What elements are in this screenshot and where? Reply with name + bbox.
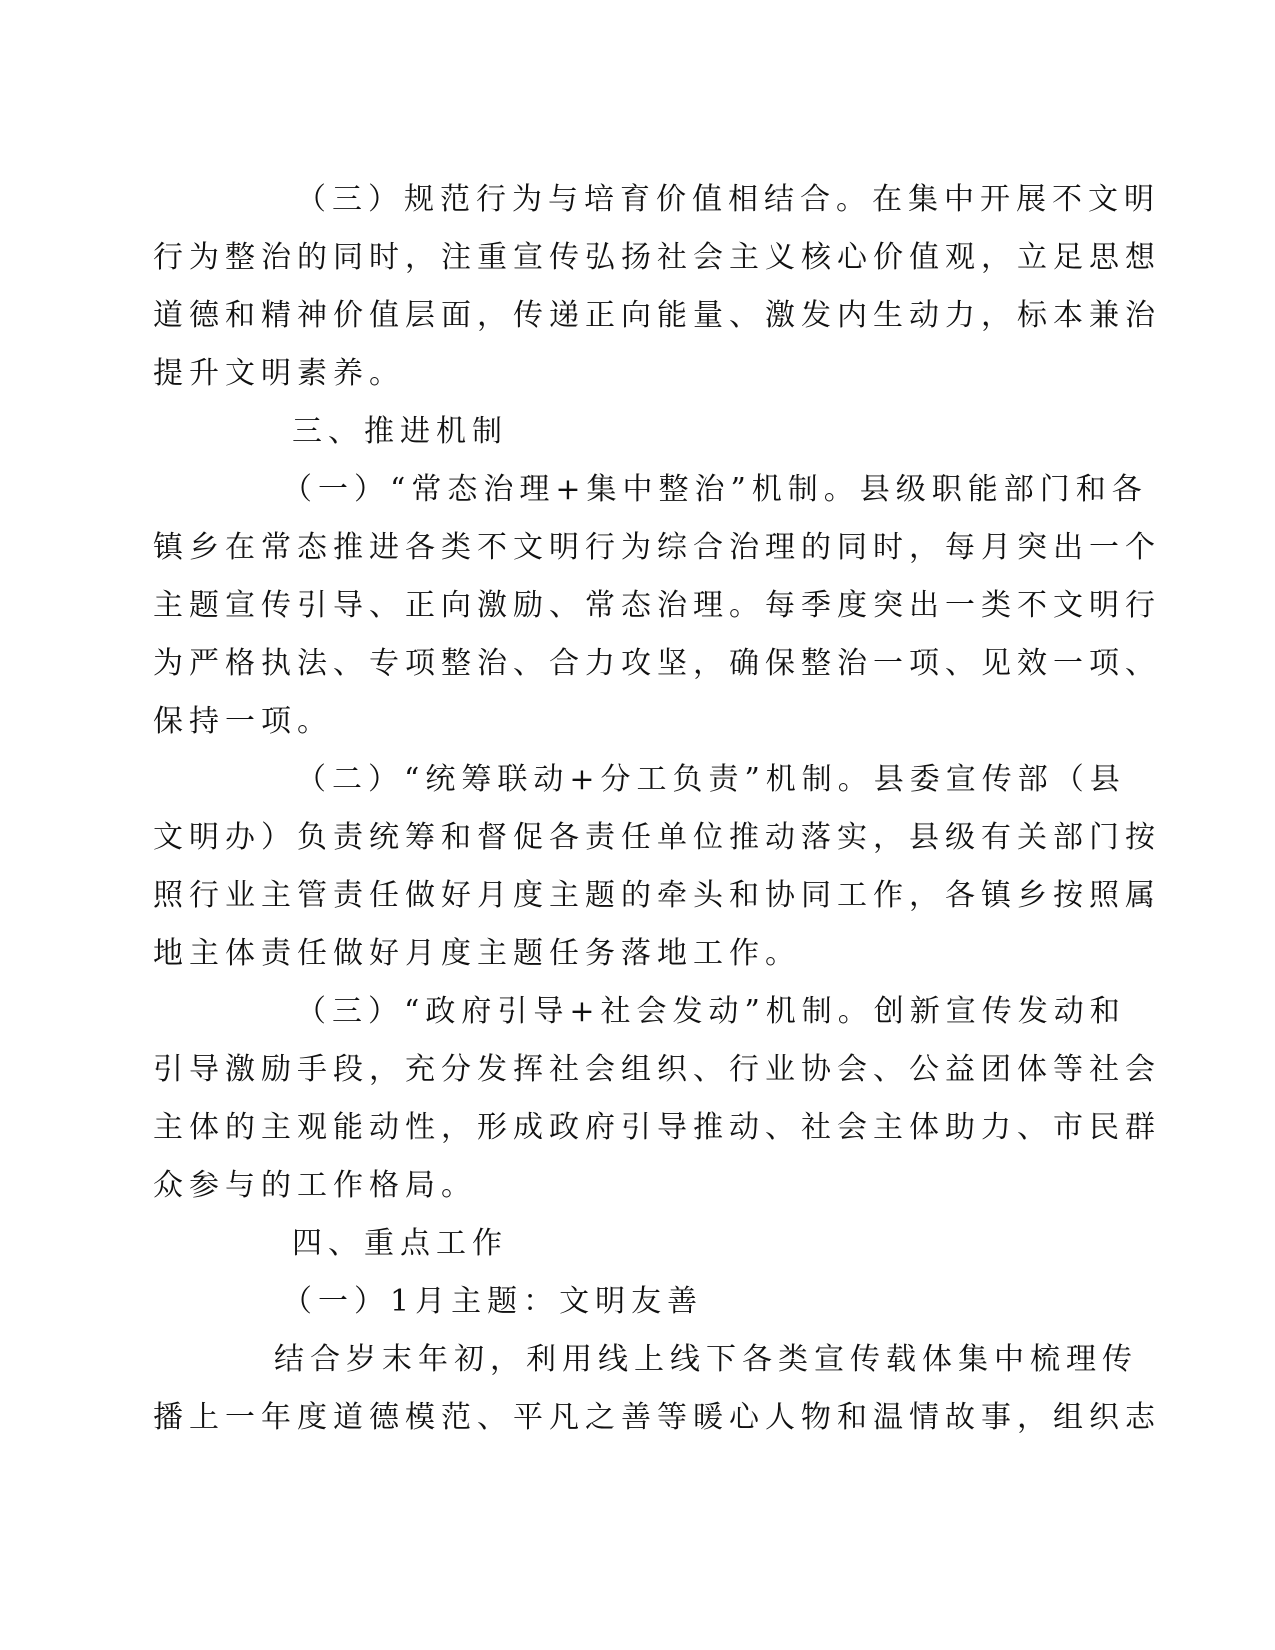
section-heading-3: 三、推进机制 <box>292 414 508 449</box>
paragraph-mech-2-line-1: （二）“统筹联动+分工负责”机制。县委宣传部（县 <box>296 762 1126 797</box>
paragraph-mech-2-line-2: 文明办）负责统筹和督促各责任单位推动落实，县级有关部门按 <box>153 820 1161 855</box>
paragraph-jan-line-2: 播上一年度道德模范、平凡之善等暖心人物和温情故事，组织志 <box>153 1400 1161 1435</box>
paragraph-mech-3-line-3: 主体的主观能动性，形成政府引导推动、社会主体助力、市民群 <box>153 1110 1161 1145</box>
paragraph-mech-1-line-2: 镇乡在常态推进各类不文明行为综合治理的同时，每月突出一个 <box>153 530 1161 565</box>
paragraph-3-3-line-2: 行为整治的同时，注重宣传弘扬社会主义核心价值观，立足思想 <box>153 240 1161 275</box>
section-heading-4: 四、重点工作 <box>292 1226 508 1261</box>
paragraph-mech-3-line-1: （三）“政府引导+社会发动”机制。创新宣传发动和 <box>296 994 1126 1029</box>
paragraph-jan-line-1: 结合岁末年初，利用线上线下各类宣传载体集中梳理传 <box>274 1342 1138 1377</box>
paragraph-mech-1-line-5: 保持一项。 <box>153 704 333 739</box>
paragraph-mech-2-line-3: 照行业主管责任做好月度主题的牵头和协同工作，各镇乡按照属 <box>153 878 1161 913</box>
paragraph-3-3-line-1: （三）规范行为与培育价值相结合。在集中开展不文明 <box>296 182 1160 217</box>
paragraph-mech-3-line-4: 众参与的工作格局。 <box>153 1168 477 1203</box>
paragraph-mech-1-line-1: （一）“常态治理+集中整治”机制。县级职能部门和各 <box>282 472 1148 507</box>
paragraph-mech-3-line-2: 引导激励手段，充分发挥社会组织、行业协会、公益团体等社会 <box>153 1052 1161 1087</box>
paragraph-3-3-line-4: 提升文明素养。 <box>153 356 405 391</box>
paragraph-3-3-line-3: 道德和精神价值层面，传递正向能量、激发内生动力，标本兼治 <box>153 298 1161 333</box>
subheading-jan-theme: （一）1月主题：文明友善 <box>282 1284 704 1319</box>
paragraph-mech-2-line-4: 地主体责任做好月度主题任务落地工作。 <box>153 936 801 971</box>
paragraph-mech-1-line-4: 为严格执法、专项整治、合力攻坚，确保整治一项、见效一项、 <box>153 646 1161 681</box>
paragraph-mech-1-line-3: 主题宣传引导、正向激励、常态治理。每季度突出一类不文明行 <box>153 588 1161 623</box>
